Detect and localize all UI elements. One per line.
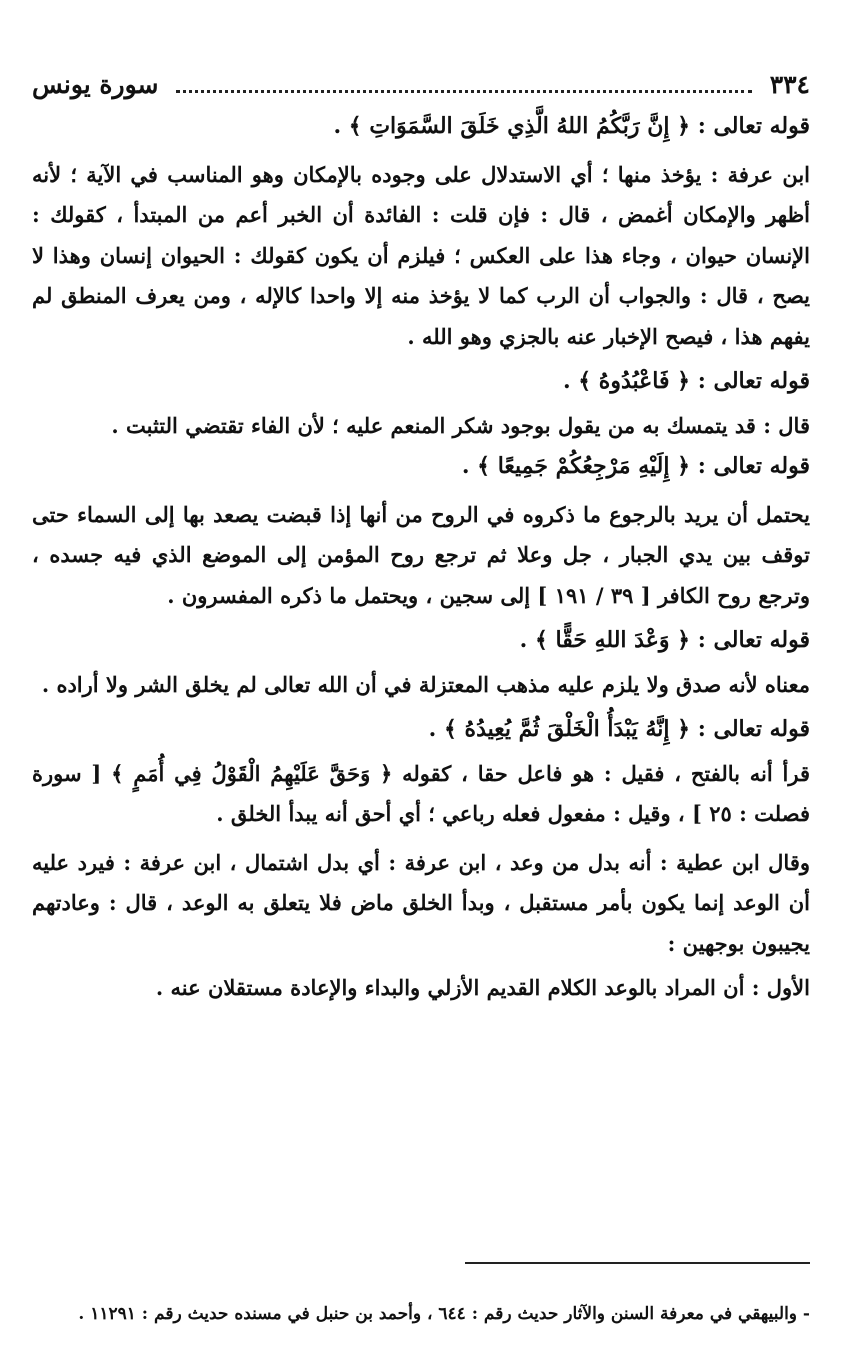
footnote: - والبيهقي في معرفة السنن والآثار حديث رقم : ٦٤٤ ، وأحمد بن حنبل في مسنده حديث رقم : ١١٢٩١ . xyxy=(78,1304,810,1324)
commentary-paragraph: وقال ابن عطية : أنه بدل من وعد ، ابن عرفة : أي بدل اشتمال ، ابن عرفة : فيرد عليه أن الوعد إنما يكون بأمر مستقبل ، وبدأ الخلق ماض فلا يتعلق به الوعد ، قال : وعادتهم يجيبون بوجهين : xyxy=(32,849,810,956)
commentary-paragraph: الأول : أن المراد بالوعد الكلام القديم الأزلي والبداء والإعادة مستقلان عنه . xyxy=(155,975,810,1000)
commentary-paragraph: يحتمل أن يريد بالرجوع ما ذكروه في الروح من أنها إذا قبضت يصعد بها إلى السماء حتى توقف بين يدي الجبار ، جل وعلا ثم ترجع روح المؤمن إلى الموضع الذي فيه جسده ، وترجع روح الكافر [ ٣٩ / ١٩١ ] إلى سجين ، ويحتمل ما ذكره المفسرون . xyxy=(32,501,810,608)
page-header xyxy=(32,70,810,106)
commentary-paragraph: قرأ أنه بالفتح ، فقيل : هو فاعل حقا ، كقوله ﴿ وَحَقَّ عَلَيْهِمُ الْقَوْلُ فِي أُمَمٍ ﴾ [ سورة فصلت : ٢٥ ] ، وقيل : مفعول فعله رباعي ؛ أي أحق أنه يبدأ الخلق . xyxy=(32,760,811,826)
verse-heading: قوله تعالى : ﴿ إِنَّ رَبَّكُمُ اللهُ الَّذِي خَلَقَ السَّمَوَاتِ ﴾ . xyxy=(333,113,810,139)
header-dotted-leader xyxy=(176,76,751,93)
commentary-paragraph: معناه لأنه صدق ولا يلزم عليه مذهب المعتزلة في أن الله تعالى لم يخلق الشر ولا أراده . xyxy=(41,671,810,697)
footnote-separator xyxy=(465,1262,810,1264)
verse-heading: قوله تعالى : ﴿ وَعْدَ اللهِ حَقًّا ﴾ . xyxy=(519,627,810,653)
commentary-paragraph: قال : قد يتمسك به من يقول بوجود شكر المنعم عليه ؛ لأن الفاء تقتضي التثبت . xyxy=(111,412,810,438)
verse-heading: قوله تعالى : ﴿ إِنَّهُ يَبْدَأُ الْخَلْقَ ثُمَّ يُعِيدُهُ ﴾ . xyxy=(428,716,810,742)
verse-heading: قوله تعالى : ﴿ فَاعْبُدُوهُ ﴾ . xyxy=(562,368,810,394)
commentary-paragraph: ابن عرفة : يؤخذ منها ؛ أي الاستدلال على وجوده بالإمكان وهو المناسب في الآية ؛ لأنه أظهر والإمكان أغمض ، قال : فإن قلت : الفائدة أن الخبر أعم من المبتدأ ، كقولك : الإنسان حيوان ، وجاء هذا على العكس ؛ فيلزم أن يكون كقولك : الحيوان إنسان وهذا لا يصح ، قال : والجواب أن الرب كما لا يؤخذ منه إلا واحدا كالإله ، ومن يعرف المنطق لم يفهم هذا ، فيصح الإخبار عنه بالجزي وهو الله . xyxy=(32,161,810,349)
page-number: ٣٣٤ xyxy=(769,70,810,99)
verse-heading: قوله تعالى : ﴿ إِلَيْهِ مَرْجِعُكُمْ جَمِيعًا ﴾ . xyxy=(461,453,810,479)
surah-title: سورة يونس xyxy=(32,70,159,99)
page-body xyxy=(32,70,810,1009)
